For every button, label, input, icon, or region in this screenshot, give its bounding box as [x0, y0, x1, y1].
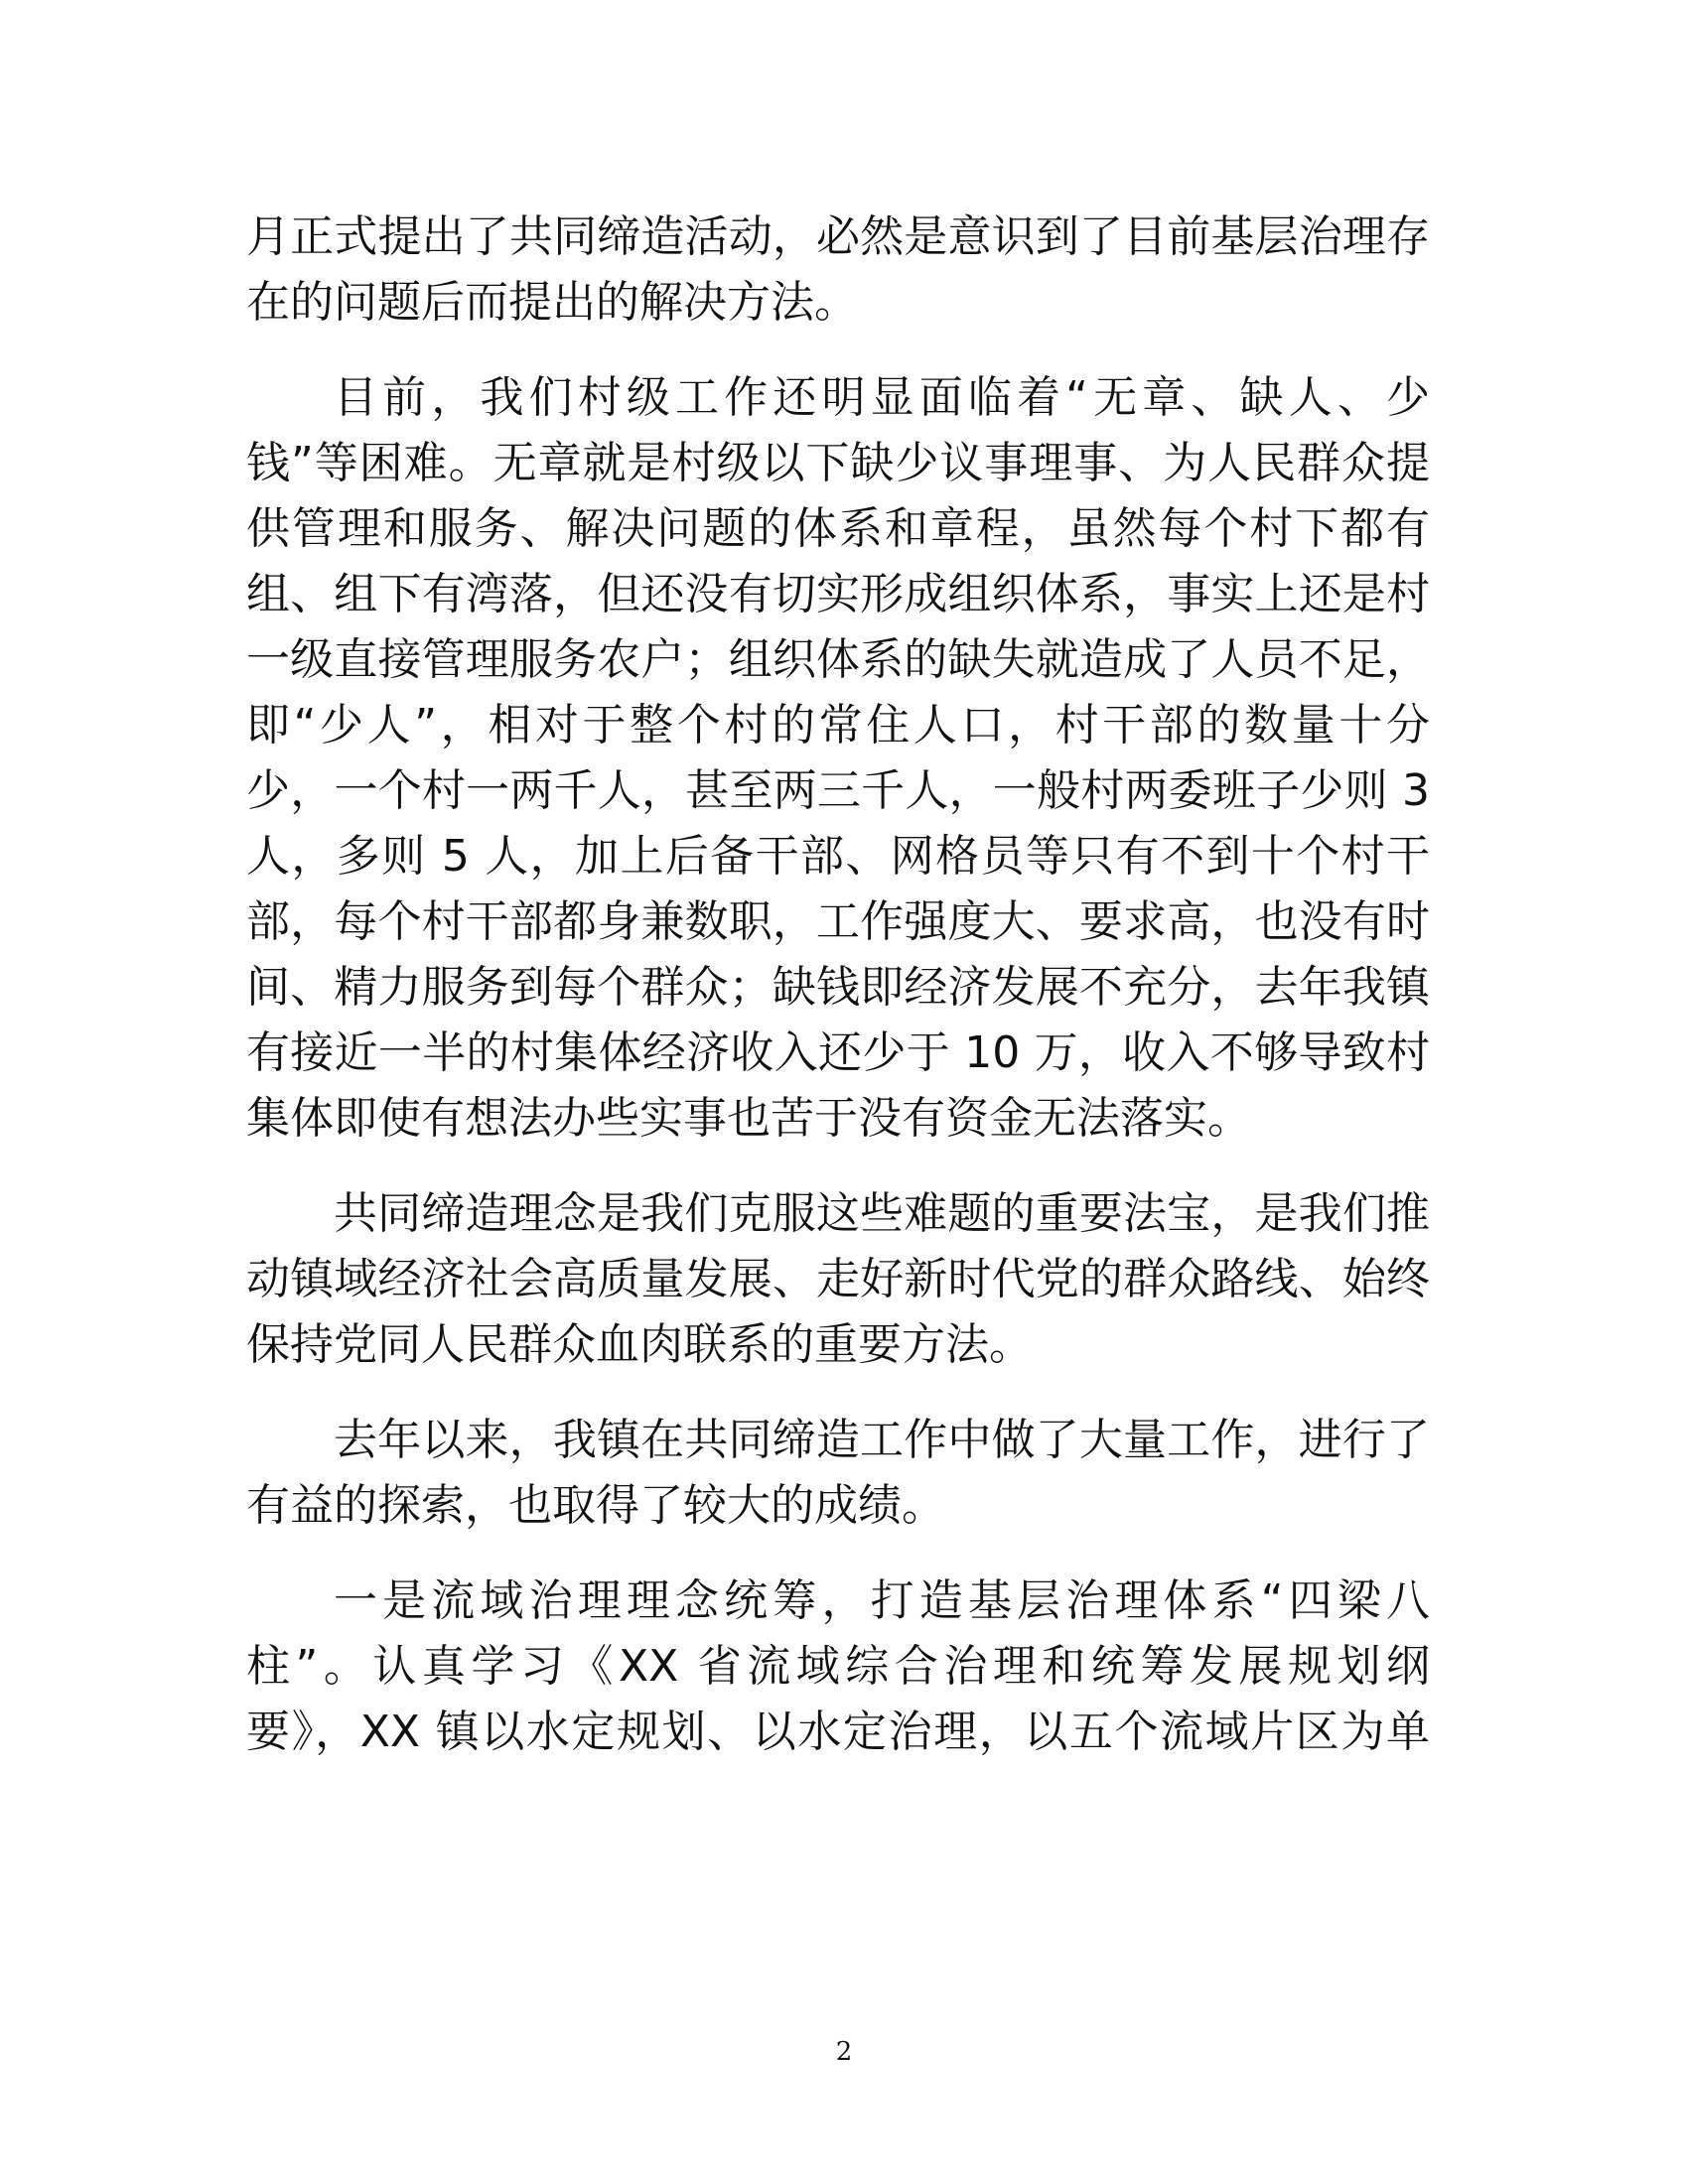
text-line: 钱”等困难。无章就是村级以下缺少议事理事、为人民群众提	[246, 438, 1430, 488]
text-line: 间、精力服务到每个群众；缺钱即经济发展不充分，去年我镇	[246, 962, 1430, 1013]
paragraph-4	[246, 1408, 1430, 1539]
text-line: 保持党同人民群众血肉联系的重要方法。	[246, 1319, 1033, 1370]
paragraph-2	[246, 365, 1430, 1152]
text-line: 在的问题后而提出的解决方法。	[246, 277, 858, 328]
text-line: 一是流域治理理念统筹，打造基层治理体系“四梁八	[334, 1575, 1430, 1626]
page-number: 2	[835, 2037, 853, 2067]
body-text	[246, 205, 1430, 1765]
paragraph-5	[246, 1569, 1430, 1765]
text-line: 即“少人”，相对于整个村的常住人口，村干部的数量十分	[246, 700, 1430, 751]
paragraph-gap	[246, 336, 1430, 365]
paragraph-3	[246, 1181, 1430, 1378]
text-line: 有接近一半的村集体经济收入还少于 10 万，收入不够导致村	[246, 1027, 1430, 1078]
text-line: 去年以来，我镇在共同缔造工作中做了大量工作，进行了	[334, 1415, 1430, 1465]
paragraph-gap	[246, 1152, 1430, 1181]
text-line: 部，每个村干部都身兼数职，工作强度大、要求高，也没有时	[246, 896, 1430, 947]
text-line: 柱”。认真学习《XX 省流域综合治理和统筹发展规划纲	[246, 1641, 1430, 1692]
paragraph-gap	[246, 1378, 1430, 1408]
text-line: 供管理和服务、解决问题的体系和章程，虽然每个村下都有	[246, 503, 1430, 554]
paragraph-gap	[246, 1539, 1430, 1569]
text-line: 目前，我们村级工作还明显面临着“无章、缺人、少	[334, 372, 1430, 423]
text-line: 人，多则 5 人，加上后备干部、网格员等只有不到十个村干	[246, 831, 1430, 882]
paragraph-1	[246, 205, 1430, 336]
text-line: 少，一个村一两千人，甚至两三千人，一般村两委班子少则 3	[246, 765, 1430, 816]
text-line: 组、组下有湾落，但还没有切实形成组织体系，事实上还是村	[246, 569, 1430, 619]
text-line: 月正式提出了共同缔造活动，必然是意识到了目前基层治理存	[246, 211, 1430, 262]
text-line: 有益的探索，也取得了较大的成绩。	[246, 1480, 945, 1531]
text-line: 要》，XX 镇以水定规划、以水定治理，以五个流域片区为单	[246, 1706, 1430, 1757]
text-line: 动镇域经济社会高质量发展、走好新时代党的群众路线、始终	[246, 1254, 1430, 1304]
text-line: 一级直接管理服务农户；组织体系的缺失就造成了人员不足，	[246, 634, 1430, 685]
text-line: 共同缔造理念是我们克服这些难题的重要法宝，是我们推	[334, 1188, 1430, 1239]
text-line: 集体即使有想法办些实事也苦于没有资金无法落实。	[246, 1093, 1251, 1144]
